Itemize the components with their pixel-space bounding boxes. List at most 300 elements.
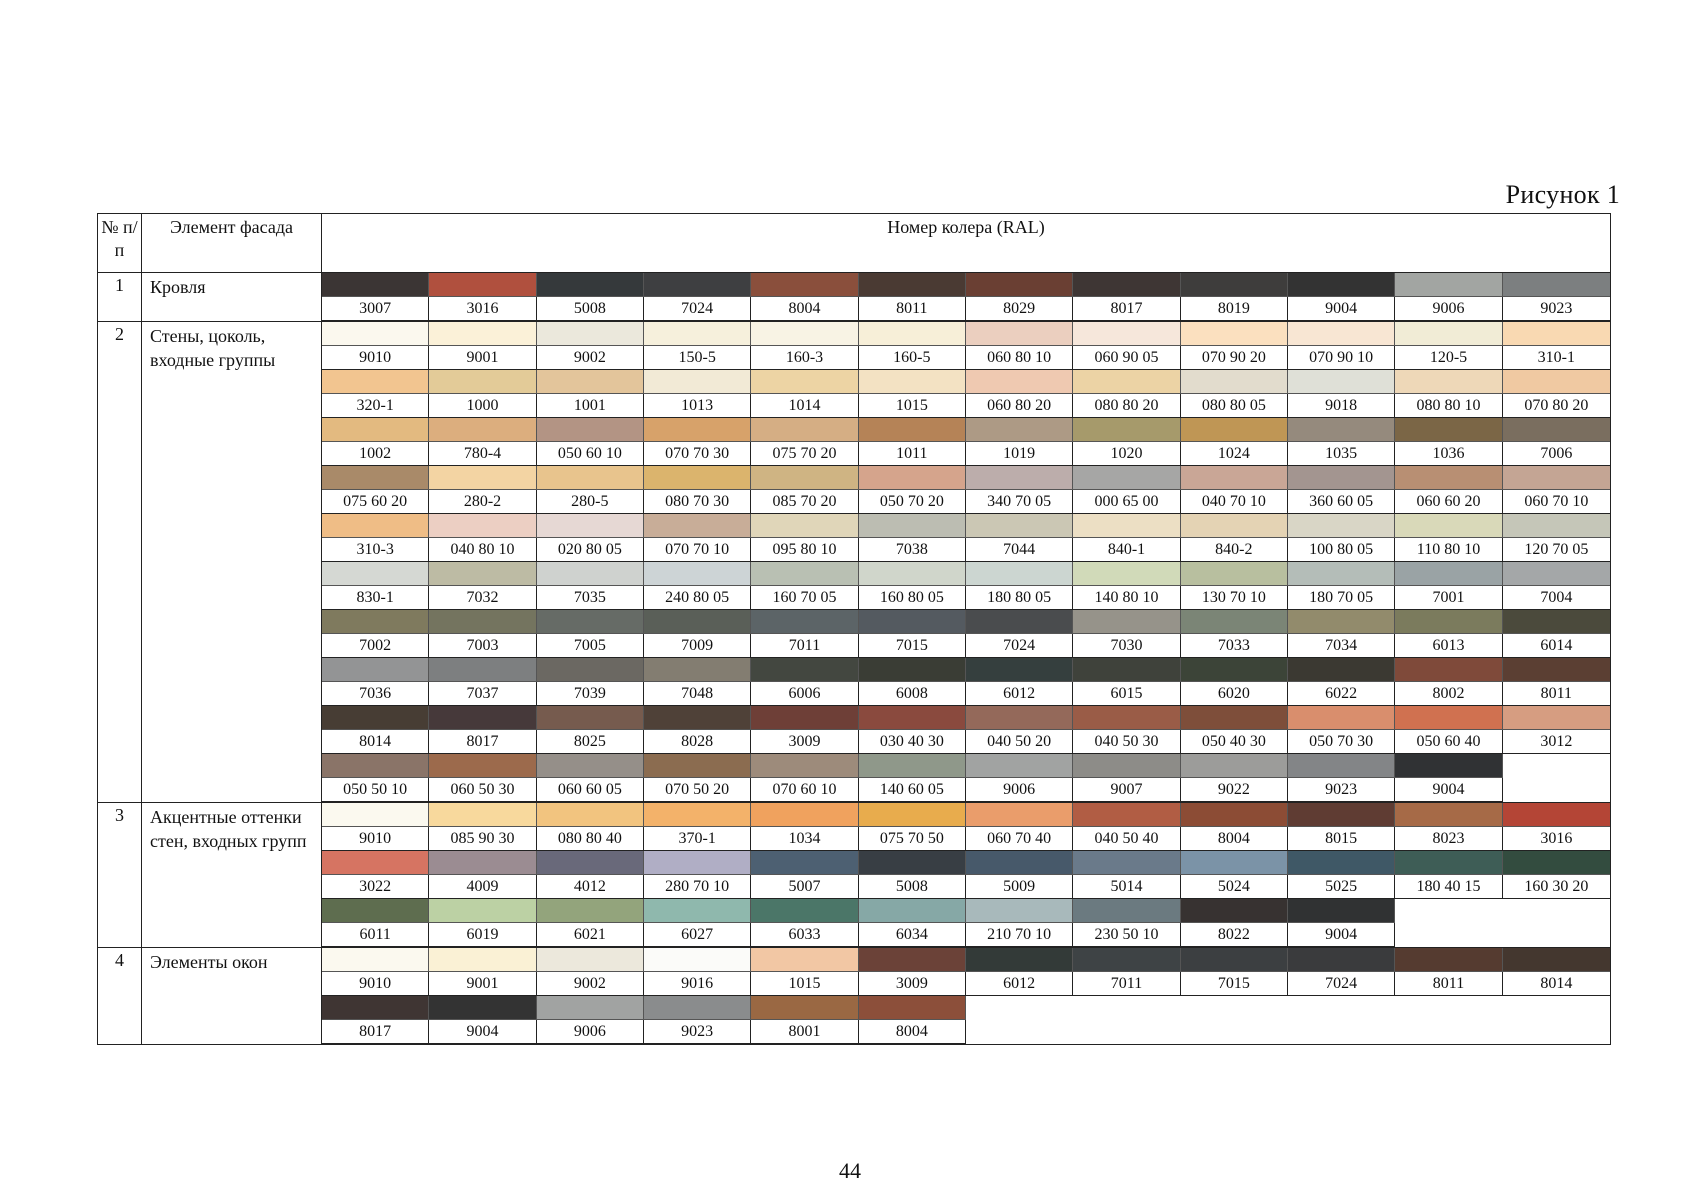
color-swatch (1181, 322, 1288, 346)
color-swatch (1395, 273, 1502, 297)
color-swatch (644, 996, 751, 1020)
color-code: 070 70 30 (644, 442, 751, 466)
color-swatch (751, 754, 858, 778)
color-swatch-area (322, 322, 1611, 803)
color-code: 180 80 05 (966, 586, 1073, 610)
color-code: 280-2 (429, 490, 536, 514)
color-code: 6006 (751, 682, 858, 706)
color-code: 7024 (1288, 972, 1395, 996)
color-code: 8017 (322, 1020, 429, 1044)
color-swatch (322, 322, 429, 346)
color-swatch (537, 658, 644, 682)
color-swatch (322, 754, 429, 778)
color-swatch (1503, 610, 1610, 634)
color-swatch (1288, 948, 1395, 972)
color-swatch (859, 514, 966, 538)
color-code: 280-5 (537, 490, 644, 514)
color-swatch (751, 996, 858, 1020)
color-code: 6033 (751, 923, 858, 947)
color-swatch (1503, 803, 1610, 827)
color-code: 6021 (537, 923, 644, 947)
color-swatch (966, 562, 1073, 586)
color-swatch-area (322, 803, 1611, 948)
color-swatch (537, 322, 644, 346)
color-code: 040 50 30 (1073, 730, 1180, 754)
color-code: 3009 (859, 972, 966, 996)
section-row (98, 322, 1611, 803)
color-swatch (1181, 273, 1288, 297)
color-swatch (537, 899, 644, 923)
color-code: 120 70 05 (1503, 538, 1610, 562)
color-code: 070 90 20 (1181, 346, 1288, 370)
color-swatch (1503, 948, 1610, 972)
color-code: 060 60 20 (1395, 490, 1502, 514)
color-swatch (644, 418, 751, 442)
color-code: 240 80 05 (644, 586, 751, 610)
color-swatch (1181, 706, 1288, 730)
color-code: 1036 (1395, 442, 1502, 466)
color-code: 840-1 (1073, 538, 1180, 562)
color-swatch (322, 562, 429, 586)
color-swatch (1073, 610, 1180, 634)
color-code: 830-1 (322, 586, 429, 610)
color-swatch (1073, 273, 1180, 297)
color-swatch (1181, 610, 1288, 634)
color-code: 7004 (1503, 586, 1610, 610)
facade-element-name: Кровля (142, 273, 322, 322)
color-code: 3016 (1503, 827, 1610, 851)
empty-cell (1503, 996, 1610, 1020)
color-code: 6034 (859, 923, 966, 947)
color-code: 8015 (1288, 827, 1395, 851)
color-swatch (859, 996, 966, 1020)
color-code: 280 70 10 (644, 875, 751, 899)
color-code: 130 70 10 (1181, 586, 1288, 610)
color-swatch (1503, 370, 1610, 394)
section-number: 3 (98, 803, 142, 948)
color-swatch (1503, 851, 1610, 875)
color-code: 7005 (537, 634, 644, 658)
color-code: 060 50 30 (429, 778, 536, 802)
header-element (142, 214, 322, 273)
color-code: 100 80 05 (1288, 538, 1395, 562)
color-swatch (859, 370, 966, 394)
color-swatch (1395, 948, 1502, 972)
color-code: 1015 (751, 972, 858, 996)
color-code: 210 70 10 (966, 923, 1073, 947)
color-code: 180 40 15 (1395, 875, 1502, 899)
empty-cell (966, 1020, 1073, 1044)
color-swatch (537, 514, 644, 538)
color-code: 5024 (1181, 875, 1288, 899)
color-code: 070 50 20 (644, 778, 751, 802)
empty-cell (1395, 923, 1502, 947)
color-code: 040 50 40 (1073, 827, 1180, 851)
color-code: 7024 (966, 634, 1073, 658)
color-code: 160-3 (751, 346, 858, 370)
color-swatch (644, 754, 751, 778)
color-swatch (1073, 418, 1180, 442)
color-code: 5007 (751, 875, 858, 899)
color-swatch (1395, 803, 1502, 827)
section-row (98, 273, 1611, 322)
color-code: 8004 (751, 297, 858, 321)
empty-cell (1503, 778, 1610, 802)
color-code: 9001 (429, 972, 536, 996)
color-code: 7015 (859, 634, 966, 658)
color-swatch (537, 754, 644, 778)
color-swatch (1181, 899, 1288, 923)
color-swatch (537, 996, 644, 1020)
color-swatch (322, 948, 429, 972)
color-swatch (1073, 466, 1180, 490)
color-code: 360 60 05 (1288, 490, 1395, 514)
color-swatch-area (322, 948, 1611, 1045)
color-code: 080 80 40 (537, 827, 644, 851)
color-code: 9022 (1181, 778, 1288, 802)
color-code: 5008 (537, 297, 644, 321)
color-code: 1035 (1288, 442, 1395, 466)
color-swatch-grid (322, 273, 1610, 321)
color-code: 6020 (1181, 682, 1288, 706)
color-code: 320-1 (322, 394, 429, 418)
color-swatch (1073, 851, 1180, 875)
color-swatch (1395, 658, 1502, 682)
color-code: 080 70 30 (644, 490, 751, 514)
color-swatch (751, 658, 858, 682)
page-number: 44 (839, 1158, 861, 1183)
color-swatch (859, 851, 966, 875)
color-swatch (429, 851, 536, 875)
color-code: 9006 (966, 778, 1073, 802)
color-code: 780-4 (429, 442, 536, 466)
color-swatch (537, 273, 644, 297)
color-code: 140 80 10 (1073, 586, 1180, 610)
color-code: 3009 (751, 730, 858, 754)
color-code: 160 70 05 (751, 586, 858, 610)
color-swatch (1181, 514, 1288, 538)
color-code: 075 60 20 (322, 490, 429, 514)
color-swatch (429, 899, 536, 923)
color-swatch (966, 803, 1073, 827)
color-code: 6019 (429, 923, 536, 947)
color-swatch (1288, 273, 1395, 297)
color-swatch (1503, 322, 1610, 346)
color-swatch (1181, 948, 1288, 972)
color-swatch (322, 466, 429, 490)
color-swatch-grid (322, 322, 1610, 802)
color-swatch (1395, 610, 1502, 634)
color-code: 340 70 05 (966, 490, 1073, 514)
color-code: 8001 (751, 1020, 858, 1044)
color-code: 180 70 05 (1288, 586, 1395, 610)
color-swatch (644, 322, 751, 346)
color-code: 7037 (429, 682, 536, 706)
color-swatch (1288, 466, 1395, 490)
color-code: 050 50 10 (322, 778, 429, 802)
color-code: 050 60 10 (537, 442, 644, 466)
color-swatch (429, 996, 536, 1020)
color-code: 6008 (859, 682, 966, 706)
color-swatch (751, 706, 858, 730)
color-swatch (537, 706, 644, 730)
color-code: 160-5 (859, 346, 966, 370)
color-swatch (1288, 418, 1395, 442)
color-code: 8004 (859, 1020, 966, 1044)
color-code: 060 60 05 (537, 778, 644, 802)
color-code: 8002 (1395, 682, 1502, 706)
color-swatch (859, 754, 966, 778)
empty-cell (1073, 996, 1180, 1020)
color-swatch (1503, 658, 1610, 682)
color-code: 5008 (859, 875, 966, 899)
color-code: 1034 (751, 827, 858, 851)
color-swatch (1288, 803, 1395, 827)
color-code: 1000 (429, 394, 536, 418)
color-code: 9004 (429, 1020, 536, 1044)
color-swatch (859, 610, 966, 634)
color-swatch (966, 370, 1073, 394)
color-swatch (859, 322, 966, 346)
color-code: 3022 (322, 875, 429, 899)
color-swatch (966, 754, 1073, 778)
color-swatch (751, 514, 858, 538)
color-swatch (1395, 466, 1502, 490)
color-swatch (1288, 851, 1395, 875)
color-swatch (429, 658, 536, 682)
color-code: 7035 (537, 586, 644, 610)
color-code: 6013 (1395, 634, 1502, 658)
color-code: 075 70 20 (751, 442, 858, 466)
color-swatch (751, 948, 858, 972)
table-body (98, 273, 1611, 1045)
color-code: 085 70 20 (751, 490, 858, 514)
color-swatch (1288, 514, 1395, 538)
color-code: 9010 (322, 827, 429, 851)
color-swatch (322, 851, 429, 875)
color-swatch (1073, 514, 1180, 538)
color-code: 7024 (644, 297, 751, 321)
color-code: 070 80 20 (1503, 394, 1610, 418)
color-swatch (537, 418, 644, 442)
color-swatch (322, 418, 429, 442)
color-swatch (644, 948, 751, 972)
color-swatch (322, 996, 429, 1020)
color-code: 8025 (537, 730, 644, 754)
color-swatch (966, 706, 1073, 730)
color-code: 6012 (966, 682, 1073, 706)
header-num-label: № п/п (101, 217, 138, 260)
color-code: 9004 (1288, 297, 1395, 321)
color-code: 7034 (1288, 634, 1395, 658)
color-swatch (322, 514, 429, 538)
color-swatch (751, 851, 858, 875)
color-swatch (1503, 562, 1610, 586)
empty-cell (1503, 899, 1610, 923)
color-code: 4012 (537, 875, 644, 899)
empty-cell (1395, 1020, 1502, 1044)
color-code: 370-1 (644, 827, 751, 851)
color-code: 3007 (322, 297, 429, 321)
color-code: 7011 (1073, 972, 1180, 996)
facade-element-name: Элементы окон (142, 948, 322, 1045)
color-swatch (1503, 514, 1610, 538)
facade-element-name: Стены, цоколь, входные группы (142, 322, 322, 803)
color-swatch (322, 658, 429, 682)
color-code: 310-1 (1503, 346, 1610, 370)
color-swatch (1288, 562, 1395, 586)
color-code: 8017 (1073, 297, 1180, 321)
color-code: 9010 (322, 346, 429, 370)
color-code: 1014 (751, 394, 858, 418)
color-swatch (751, 803, 858, 827)
color-code: 840-2 (1181, 538, 1288, 562)
color-swatch (429, 514, 536, 538)
color-swatch (644, 851, 751, 875)
color-code: 085 90 30 (429, 827, 536, 851)
color-swatch (751, 370, 858, 394)
color-code: 9004 (1288, 923, 1395, 947)
ral-color-table (97, 213, 1611, 1045)
color-code: 7036 (322, 682, 429, 706)
color-swatch (429, 418, 536, 442)
color-code: 8011 (859, 297, 966, 321)
color-code: 9023 (1288, 778, 1395, 802)
section-number: 1 (98, 273, 142, 322)
color-swatch (644, 803, 751, 827)
color-swatch (966, 273, 1073, 297)
color-code: 7033 (1181, 634, 1288, 658)
color-code: 160 30 20 (1503, 875, 1610, 899)
color-code: 075 70 50 (859, 827, 966, 851)
color-swatch-area (322, 273, 1611, 322)
empty-cell (1181, 1020, 1288, 1044)
color-code: 060 80 10 (966, 346, 1073, 370)
color-swatch (322, 610, 429, 634)
color-code: 1015 (859, 394, 966, 418)
color-code: 8017 (429, 730, 536, 754)
color-code: 9004 (1395, 778, 1502, 802)
color-code: 7044 (966, 538, 1073, 562)
color-code: 1020 (1073, 442, 1180, 466)
color-swatch (429, 706, 536, 730)
color-code: 1019 (966, 442, 1073, 466)
color-code: 050 40 30 (1181, 730, 1288, 754)
color-code: 160 80 05 (859, 586, 966, 610)
color-swatch (966, 948, 1073, 972)
color-swatch (859, 803, 966, 827)
color-swatch (966, 322, 1073, 346)
color-code: 070 90 10 (1288, 346, 1395, 370)
color-swatch (1395, 370, 1502, 394)
color-swatch (537, 610, 644, 634)
color-swatch (429, 754, 536, 778)
header-element-label: Элемент фасада (170, 217, 293, 237)
color-code: 9001 (429, 346, 536, 370)
color-swatch (1395, 851, 1502, 875)
color-swatch (751, 899, 858, 923)
color-code: 070 70 10 (644, 538, 751, 562)
color-swatch (1288, 706, 1395, 730)
color-swatch (429, 948, 536, 972)
color-swatch (859, 706, 966, 730)
section-number: 4 (98, 948, 142, 1045)
color-swatch (1288, 754, 1395, 778)
color-code: 5025 (1288, 875, 1395, 899)
color-swatch (644, 899, 751, 923)
color-code: 8028 (644, 730, 751, 754)
color-swatch (644, 706, 751, 730)
color-swatch (1395, 754, 1502, 778)
color-swatch (751, 418, 858, 442)
color-swatch (751, 562, 858, 586)
color-swatch (322, 370, 429, 394)
color-code: 9007 (1073, 778, 1180, 802)
color-swatch (537, 803, 644, 827)
color-code: 9023 (644, 1020, 751, 1044)
color-code: 5014 (1073, 875, 1180, 899)
color-code: 7039 (537, 682, 644, 706)
empty-cell (966, 996, 1073, 1020)
color-swatch (644, 658, 751, 682)
color-code: 060 90 05 (1073, 346, 1180, 370)
color-code: 9018 (1288, 394, 1395, 418)
color-swatch (1503, 466, 1610, 490)
header-num (98, 214, 142, 273)
color-swatch (859, 418, 966, 442)
color-swatch (322, 899, 429, 923)
facade-element-name: Акцентные оттенки стен, входных групп (142, 803, 322, 948)
color-swatch (1181, 851, 1288, 875)
color-code: 140 60 05 (859, 778, 966, 802)
color-swatch (429, 466, 536, 490)
empty-cell (1503, 1020, 1610, 1044)
color-code: 030 40 30 (859, 730, 966, 754)
color-code: 040 80 10 (429, 538, 536, 562)
color-code: 6015 (1073, 682, 1180, 706)
empty-cell (1181, 996, 1288, 1020)
color-swatch (859, 948, 966, 972)
color-code: 050 70 30 (1288, 730, 1395, 754)
color-code: 7032 (429, 586, 536, 610)
color-code: 110 80 10 (1395, 538, 1502, 562)
color-swatch (322, 273, 429, 297)
color-code: 080 80 05 (1181, 394, 1288, 418)
color-swatch (1395, 706, 1502, 730)
empty-cell (1395, 996, 1502, 1020)
color-code: 020 80 05 (537, 538, 644, 562)
color-swatch (644, 562, 751, 586)
color-swatch (1288, 370, 1395, 394)
color-code: 9006 (1395, 297, 1502, 321)
color-swatch (322, 803, 429, 827)
color-code: 060 80 20 (966, 394, 1073, 418)
color-swatch (429, 610, 536, 634)
color-code: 080 80 10 (1395, 394, 1502, 418)
figure-caption: Рисунок 1 (1505, 180, 1620, 209)
color-code: 6011 (322, 923, 429, 947)
color-code: 230 50 10 (1073, 923, 1180, 947)
color-swatch (966, 899, 1073, 923)
color-swatch (1395, 418, 1502, 442)
color-code: 1024 (1181, 442, 1288, 466)
color-code: 7038 (859, 538, 966, 562)
color-code: 8014 (322, 730, 429, 754)
color-code: 4009 (429, 875, 536, 899)
color-swatch (966, 851, 1073, 875)
color-swatch (429, 273, 536, 297)
color-swatch (429, 322, 536, 346)
